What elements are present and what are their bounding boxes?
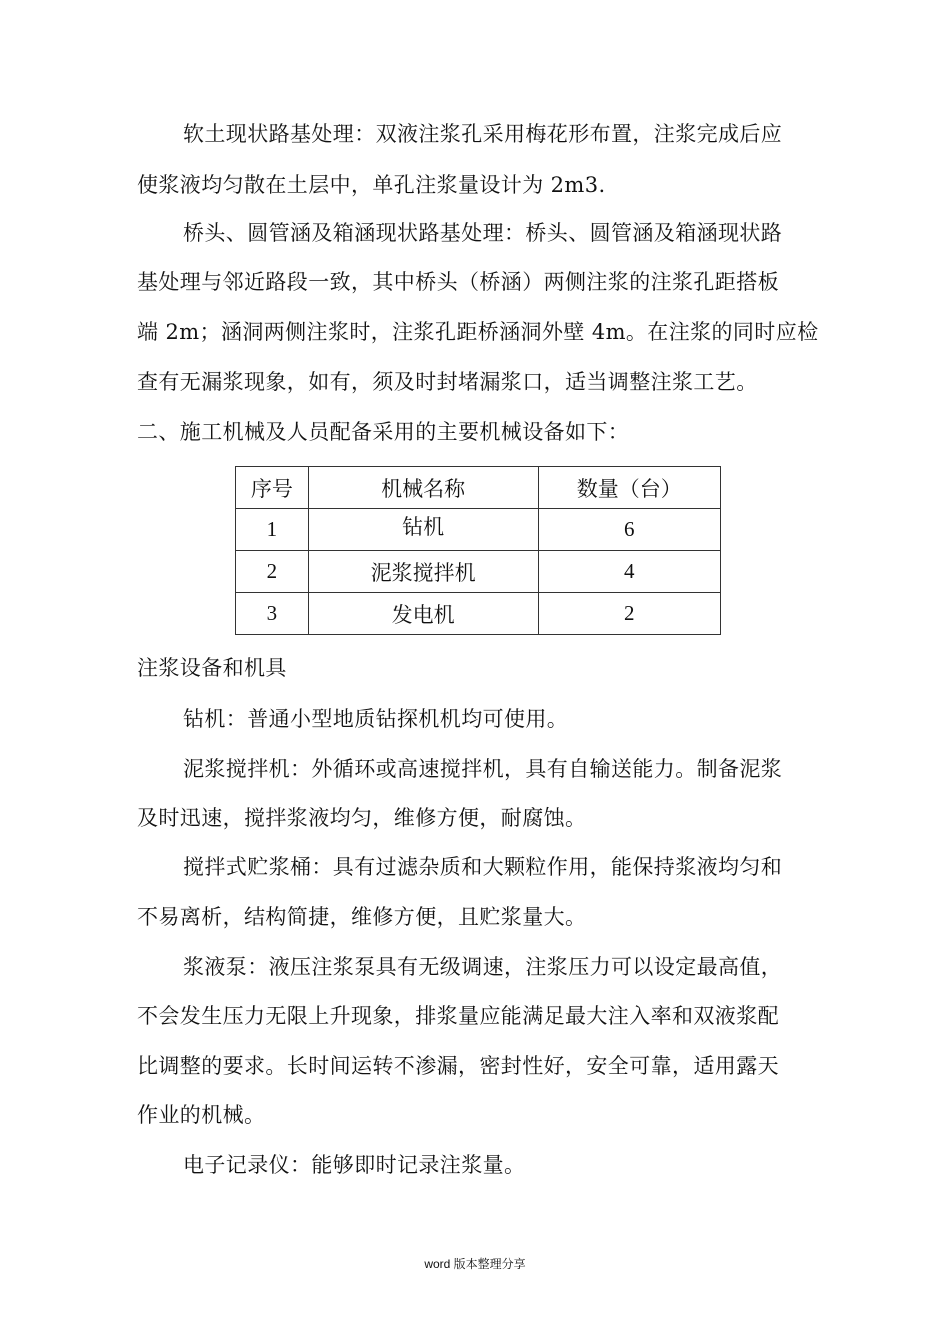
header-cell-quantity: 数量（台） — [538, 467, 720, 509]
paragraph-line: 端 2m；涵洞两侧注浆时，注浆孔距桥涵洞外壁 4m。在注浆的同时应检 — [137, 320, 819, 344]
paragraph-line: 搅拌式贮浆桶：具有过滤杂质和大颗粒作用，能保持浆液均匀和 — [183, 855, 783, 879]
table-row — [236, 509, 721, 551]
paragraph-line: 及时迅速，搅拌浆液均匀，维修方便，耐腐蚀。 — [137, 806, 587, 830]
paragraph-line: 电子记录仪：能够即时记录注浆量。 — [183, 1153, 526, 1177]
table-header-row — [236, 467, 721, 509]
paragraph-line: 使浆液均匀散在土层中，单孔注浆量设计为 2m3. — [137, 173, 606, 197]
section-heading: 二、施工机械及人员配备采用的主要机械设备如下： — [137, 420, 630, 444]
table-row — [236, 551, 721, 593]
paragraph-line: 软土现状路基处理：双液注浆孔采用梅花形布置，注浆完成后应 — [183, 122, 783, 146]
paragraph-line: 泥浆搅拌机：外循环或高速搅拌机，具有自输送能力。制备泥浆 — [183, 757, 783, 781]
cell-name: 钻机 — [308, 509, 538, 551]
paragraph-line: 不会发生压力无限上升现象，排浆量应能满足最大注入率和双液浆配 — [137, 1004, 779, 1028]
cell-name: 发电机 — [308, 593, 538, 635]
header-cell-name: 机械名称 — [308, 467, 538, 509]
paragraph-line: 桥头、圆管涵及箱涵现状路基处理：桥头、圆管涵及箱涵现状路 — [183, 221, 783, 245]
paragraph-line: 作业的机械。 — [137, 1103, 266, 1127]
cell-name: 泥浆搅拌机 — [308, 551, 538, 593]
paragraph-line: 浆液泵：液压注浆泵具有无级调速，注浆压力可以设定最高值， — [183, 955, 783, 979]
cell-quantity: 2 — [538, 593, 720, 635]
cell-index: 2 — [236, 551, 309, 593]
paragraph-line: 钻机：普通小型地质钻探机机均可使用。 — [183, 707, 569, 731]
paragraph-line: 不易离析，结构简捷，维修方便，且贮浆量大。 — [137, 905, 587, 929]
paragraph-line: 基处理与邻近路段一致，其中桥头（桥涵）两侧注浆的注浆孔距搭板 — [137, 270, 779, 294]
equipment-table — [235, 466, 721, 635]
subsection-heading: 注浆设备和机具 — [137, 656, 287, 680]
cell-index: 1 — [236, 509, 309, 551]
cell-quantity: 6 — [538, 509, 720, 551]
table-row — [236, 593, 721, 635]
paragraph-line: 查有无漏浆现象，如有，须及时封堵漏浆口，适当调整注浆工艺。 — [137, 370, 758, 394]
cell-index: 3 — [236, 593, 309, 635]
cell-quantity: 4 — [538, 551, 720, 593]
header-cell-index: 序号 — [236, 467, 309, 509]
page-footer: word 版本整理分享 — [424, 1257, 526, 1271]
paragraph-line: 比调整的要求。长时间运转不渗漏，密封性好，安全可靠，适用露天 — [137, 1054, 779, 1078]
